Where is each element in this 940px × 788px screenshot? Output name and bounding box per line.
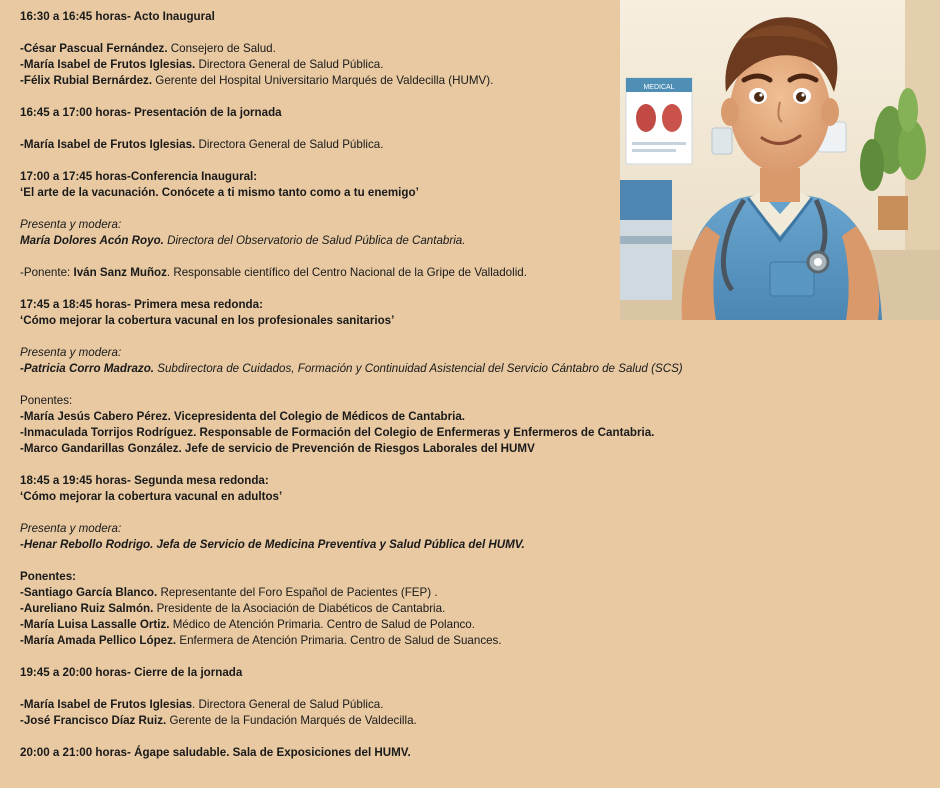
participant: -José Francisco Díaz Ruiz. Gerente de la Fundación Marqués de Valdecilla. (20, 714, 417, 727)
speaker: -María Luisa Lassalle Ortiz. Médico de Atención Primaria. Centro de Salud de Polanco. (20, 618, 475, 631)
speaker: -María Jesús Cabero Pérez. Vicepresidenta del Colegio de Médicos de Cantabria. (20, 410, 466, 423)
session-title: ‘Cómo mejorar la cobertura vacunal en adultos’ (20, 490, 283, 503)
nurse-illustration (620, 0, 940, 320)
moderator-label: Presenta y modera: (20, 522, 122, 535)
medical-poster (626, 78, 692, 164)
moderator: María Dolores Acón Royo. Directora del Observatorio de Salud Pública de Cantabria. (20, 234, 466, 247)
session-heading: 19:45 a 20:00 horas- Cierre de la jornada (20, 666, 243, 679)
svg-text:MEDICAL: MEDICAL (643, 84, 675, 91)
session-heading: 18:45 a 19:45 horas- Segunda mesa redonda: (20, 474, 269, 487)
hero-illustration (620, 0, 940, 320)
session-title: ‘Cómo mejorar la cobertura vacunal en los profesionales sanitarios’ (20, 314, 395, 327)
participant: -César Pascual Fernández. Consejero de Salud. (20, 42, 276, 55)
moderator: -Patricia Corro Madrazo. Subdirectora de Cuidados, Formación y Continuidad Asistencial del Servicio Cántabro de Salud (SCS) (20, 362, 683, 375)
participant: -María Isabel de Frutos Iglesias. Directora General de Salud Pública. (20, 698, 384, 711)
participant: -Félix Rubial Bernárdez. Gerente del Hospital Universitario Marqués de Valdecilla (HUMV). (20, 74, 494, 87)
participant: -María Isabel de Frutos Iglesias. Directora General de Salud Pública. (20, 138, 384, 151)
speaker: -Ponente: Iván Sanz Muñoz. Responsable científico del Centro Nacional de la Gripe de Valladolid. (20, 266, 527, 279)
speaker: -Santiago García Blanco. Representante del Foro Español de Pacientes (FEP) . (20, 586, 438, 599)
session-heading: 17:45 a 18:45 horas- Primera mesa redonda: (20, 298, 263, 311)
speakers-label: Ponentes: (20, 570, 77, 583)
speaker: -Marco Gandarillas González. Jefe de servicio de Prevención de Riesgos Laborales del HUMV (20, 442, 535, 455)
session-heading: 20:00 a 21:00 horas- Ágape saludable. Sala de Exposiciones del HUMV. (20, 746, 411, 759)
speaker: -Aureliano Ruiz Salmón. Presidente de la Asociación de Diabéticos de Cantabria. (20, 602, 446, 615)
speaker: -María Amada Pellico López. Enfermera de Atención Primaria. Centro de Salud de Suances. (20, 634, 502, 647)
session-title: ‘El arte de la vacunación. Conócete a ti mismo tanto como a tu enemigo’ (20, 186, 419, 199)
speaker: -Inmaculada Torrijos Rodríguez. Responsable de Formación del Colegio de Enfermeras y Enfermeros de Cantabria. (20, 426, 655, 439)
moderator: -Henar Rebollo Rodrigo. Jefa de Servicio de Medicina Preventiva y Salud Pública del HUMV. (20, 538, 525, 551)
session-heading: 16:30 a 16:45 horas- Acto Inaugural (20, 10, 215, 23)
speakers-label: Ponentes: (20, 394, 73, 407)
moderator-label: Presenta y modera: (20, 218, 122, 231)
participant: -María Isabel de Frutos Iglesias. Directora General de Salud Pública. (20, 58, 384, 71)
session-heading: 16:45 a 17:00 horas- Presentación de la jornada (20, 106, 282, 119)
session-heading: 17:00 a 17:45 horas-Conferencia Inaugural: (20, 170, 258, 183)
moderator-label: Presenta y modera: (20, 346, 122, 359)
